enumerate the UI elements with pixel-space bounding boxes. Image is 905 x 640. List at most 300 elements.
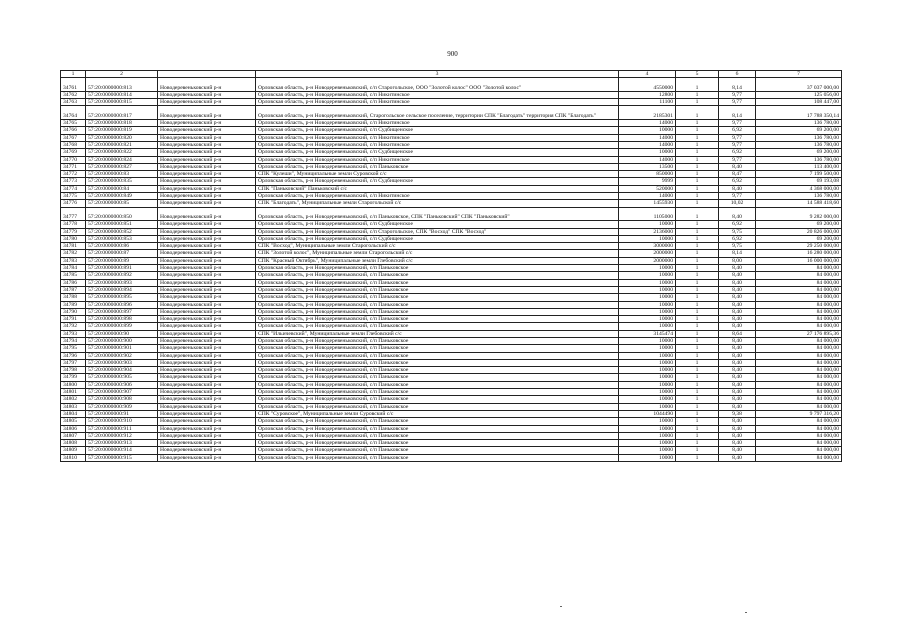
- address-cell: Орловская область, р-н Новодеревеньковский, с/п Паньковское: [256, 272, 619, 279]
- category-cell: 1: [676, 250, 719, 257]
- area-cell: 850000: [619, 171, 676, 178]
- cadastral-value-cell: 84 000,00: [756, 337, 842, 344]
- area-cell: 14000: [619, 156, 676, 163]
- cadastral-value-cell: 9 797 316,20: [756, 410, 842, 417]
- category-cell: 1: [676, 228, 719, 235]
- cadastral-value-cell: 7 199 500,00: [756, 171, 842, 178]
- cadastral-value-cell: 4 368 000,00: [756, 185, 842, 192]
- row-number-cell: 34792: [61, 323, 86, 330]
- cadastral-number-cell: 57:20:0000000:822: [86, 149, 158, 156]
- address-cell: Орловская область, р-н Новодеревеньковский, с/п Паньковское: [256, 374, 619, 381]
- area-cell: 9999: [619, 178, 676, 185]
- category-cell: 1: [676, 106, 719, 120]
- area-cell: 14000: [619, 134, 676, 141]
- district-cell: Новодеревеньковский р-н: [158, 265, 256, 272]
- cadastral-number-cell: 57:20:0000000:911: [86, 425, 158, 432]
- coefficient-cell: 9,77: [719, 156, 756, 163]
- district-cell: Новодеревеньковский р-н: [158, 185, 256, 192]
- table-row: [61, 381, 842, 388]
- table-row: [61, 250, 842, 257]
- cadastral-number-cell: 57:20:0000000:898: [86, 316, 158, 323]
- category-cell: 1: [676, 367, 719, 374]
- coefficient-cell: 9,77: [719, 193, 756, 200]
- table-row: [61, 120, 842, 127]
- category-cell: 1: [676, 389, 719, 396]
- cadastral-value-cell: 136 780,00: [756, 134, 842, 141]
- cadastral-number-cell: 57:20:0000000:835: [86, 178, 158, 185]
- row-number-cell: 34770: [61, 156, 86, 163]
- coefficient-cell: 9,77: [719, 120, 756, 127]
- page-number: 900: [447, 50, 458, 58]
- coefficient-cell: 8,40: [719, 367, 756, 374]
- table-row: [61, 316, 842, 323]
- row-number-cell: 34786: [61, 279, 86, 286]
- table-row: [61, 127, 842, 134]
- cadastral-value-cell: 108 447,00: [756, 99, 842, 106]
- coefficient-cell: 9,77: [719, 91, 756, 98]
- district-cell: Новодеревеньковский р-н: [158, 389, 256, 396]
- table-row: [61, 78, 842, 92]
- address-cell: Орловская область, р-н Новодеревеньковский, с/п Судбищенское: [256, 127, 619, 134]
- district-cell: Новодеревеньковский р-н: [158, 425, 256, 432]
- coefficient-cell: 6,92: [719, 127, 756, 134]
- table-row: [61, 171, 842, 178]
- category-cell: 1: [676, 171, 719, 178]
- header-cell-2: 2: [86, 71, 158, 78]
- area-cell: 10000: [619, 425, 676, 432]
- area-cell: 10000: [619, 352, 676, 359]
- row-number-cell: 34795: [61, 345, 86, 352]
- table-row: [61, 149, 842, 156]
- cadastral-number-cell: 57:20:0000000:895: [86, 294, 158, 301]
- coefficient-cell: 8,40: [719, 389, 756, 396]
- table-row: [61, 352, 842, 359]
- cadastral-value-cell: 20 826 000,00: [756, 228, 842, 235]
- coefficient-cell: 8,40: [719, 316, 756, 323]
- address-cell: Орловская область, р-н Новодеревеньковский, с/п Никитинское: [256, 156, 619, 163]
- row-number-cell: 34799: [61, 374, 86, 381]
- category-cell: 1: [676, 149, 719, 156]
- row-number-cell: 34805: [61, 418, 86, 425]
- category-cell: 1: [676, 286, 719, 293]
- row-number-cell: 34807: [61, 432, 86, 439]
- address-cell: Орловская область, р-н Новодеревеньковский, с/п Паньковское: [256, 389, 619, 396]
- row-number-cell: 34781: [61, 243, 86, 250]
- cadastral-value-cell: 136 780,00: [756, 141, 842, 148]
- coefficient-cell: 8,40: [719, 207, 756, 221]
- district-cell: Новодеревеньковский р-н: [158, 91, 256, 98]
- cadastral-value-cell: 69 200,00: [756, 235, 842, 242]
- cadastral-value-cell: 84 000,00: [756, 308, 842, 315]
- address-cell: Орловская область, р-н Новодеревеньковский, с/п Никитинское: [256, 134, 619, 141]
- district-cell: Новодеревеньковский р-н: [158, 134, 256, 141]
- row-number-cell: 34793: [61, 330, 86, 337]
- row-number-cell: 34769: [61, 149, 86, 156]
- district-cell: Новодеревеньковский р-н: [158, 454, 256, 461]
- address-cell: Орловская область, р-н Новодеревеньковский, с/п Паньковское: [256, 294, 619, 301]
- table-row: [61, 265, 842, 272]
- row-number-cell: 34775: [61, 193, 86, 200]
- cadastral-number-cell: 57:20:0000000:906: [86, 381, 158, 388]
- row-number-cell: 34776: [61, 200, 86, 207]
- area-cell: 10000: [619, 367, 676, 374]
- district-cell: Новодеревеньковский р-н: [158, 432, 256, 439]
- row-number-cell: 34803: [61, 403, 86, 410]
- address-cell: Орловская область, р-н Новодеревеньковский, с/п Старогольское, ООО "Золотой колос" ООО "Золотой колос": [256, 78, 619, 92]
- address-cell: Орловская область, р-н Новодеревеньковский, с/п Паньковское: [256, 279, 619, 286]
- district-cell: Новодеревеньковский р-н: [158, 352, 256, 359]
- coefficient-cell: 8,40: [719, 425, 756, 432]
- address-cell: СПК "Суровское", Муниципальные земли Суровский с/с: [256, 410, 619, 417]
- district-cell: Новодеревеньковский р-н: [158, 178, 256, 185]
- coefficient-cell: 8,40: [719, 432, 756, 439]
- area-cell: 10000: [619, 447, 676, 454]
- area-cell: 2000000: [619, 250, 676, 257]
- address-cell: Орловская область, р-н Новодеревеньковский, с/п Паньковское: [256, 440, 619, 447]
- cadastral-value-cell: 69 200,00: [756, 221, 842, 228]
- row-number-cell: 34810: [61, 454, 86, 461]
- coefficient-cell: 6,92: [719, 178, 756, 185]
- coefficient-cell: 9,77: [719, 99, 756, 106]
- area-cell: 10000: [619, 279, 676, 286]
- area-cell: 10000: [619, 149, 676, 156]
- table-row: [61, 235, 842, 242]
- row-number-cell: 34771: [61, 163, 86, 170]
- area-cell: 10000: [619, 381, 676, 388]
- district-cell: Новодеревеньковский р-н: [158, 374, 256, 381]
- cadastral-number-cell: 57:20:0000000:893: [86, 279, 158, 286]
- category-cell: 1: [676, 396, 719, 403]
- table-body: [61, 78, 842, 462]
- row-number-cell: 34804: [61, 410, 86, 417]
- table-row: [61, 91, 842, 98]
- address-cell: Орловская область, р-н Новодеревеньковский, с/п Паньковское: [256, 367, 619, 374]
- coefficient-cell: 8,40: [719, 359, 756, 366]
- address-cell: Орловская область, р-н Новодеревеньковский, с/п Паньковское: [256, 403, 619, 410]
- table-row: [61, 178, 842, 185]
- coefficient-cell: 10,02: [719, 200, 756, 207]
- cadastral-number-cell: 57:20:0000000:905: [86, 374, 158, 381]
- district-cell: Новодеревеньковский р-н: [158, 418, 256, 425]
- table-row: [61, 185, 842, 192]
- cadastral-value-cell: 14 588 418,60: [756, 200, 842, 207]
- district-cell: Новодеревеньковский р-н: [158, 381, 256, 388]
- category-cell: 1: [676, 352, 719, 359]
- row-number-cell: 34796: [61, 352, 86, 359]
- coefficient-cell: 8,40: [719, 345, 756, 352]
- district-cell: Новодеревеньковский р-н: [158, 250, 256, 257]
- cadastral-value-cell: 125 056,00: [756, 91, 842, 98]
- header-cell-dist: [158, 71, 256, 78]
- coefficient-cell: 8,40: [719, 396, 756, 403]
- table-row: [61, 134, 842, 141]
- area-cell: 10000: [619, 396, 676, 403]
- category-cell: 1: [676, 120, 719, 127]
- district-cell: Новодеревеньковский р-н: [158, 410, 256, 417]
- district-cell: Новодеревеньковский р-н: [158, 193, 256, 200]
- coefficient-cell: 6,92: [719, 221, 756, 228]
- category-cell: 1: [676, 410, 719, 417]
- cadastral-number-cell: 57:20:0000000:814: [86, 91, 158, 98]
- row-number-cell: 34762: [61, 91, 86, 98]
- district-cell: Новодеревеньковский р-н: [158, 323, 256, 330]
- area-cell: 10000: [619, 127, 676, 134]
- cadastral-number-cell: 57:20:0000000:912: [86, 432, 158, 439]
- cadastral-number-cell: 57:20:0000000:910: [86, 418, 158, 425]
- row-number-cell: 34774: [61, 185, 86, 192]
- district-cell: Новодеревеньковский р-н: [158, 330, 256, 337]
- cadastral-value-cell: 84 000,00: [756, 418, 842, 425]
- address-cell: Орловская область, р-н Новодеревеньковский, с/п Старогольское, СПК "Восход" СПК "Восход": [256, 228, 619, 235]
- table-row: [61, 323, 842, 330]
- cadastral-number-cell: 57:20:0000000:827: [86, 163, 158, 170]
- cadastral-number-cell: 57:20:0000000:86: [86, 243, 158, 250]
- table-row: [61, 330, 842, 337]
- area-cell: 3000000: [619, 243, 676, 250]
- area-cell: 10000: [619, 235, 676, 242]
- table-row: [61, 345, 842, 352]
- category-cell: 1: [676, 425, 719, 432]
- header-cell-7: 7: [756, 71, 842, 78]
- category-cell: 1: [676, 301, 719, 308]
- area-cell: 1455930: [619, 200, 676, 207]
- area-cell: 2000000: [619, 257, 676, 264]
- table-row: [61, 141, 842, 148]
- row-number-cell: 34791: [61, 316, 86, 323]
- row-number-cell: 34802: [61, 396, 86, 403]
- cadastral-value-cell: 84 000,00: [756, 345, 842, 352]
- coefficient-cell: 6,92: [719, 235, 756, 242]
- coefficient-cell: 8,40: [719, 447, 756, 454]
- row-number-cell: 34761: [61, 78, 86, 92]
- area-cell: 10000: [619, 432, 676, 439]
- table-row: [61, 396, 842, 403]
- row-number-cell: 34800: [61, 381, 86, 388]
- cadastral-value-cell: 84 000,00: [756, 447, 842, 454]
- address-cell: Орловская область, р-н Новодеревеньковский, с/п Никитинское: [256, 99, 619, 106]
- cadastral-value-cell: 84 000,00: [756, 294, 842, 301]
- district-cell: Новодеревеньковский р-н: [158, 316, 256, 323]
- district-cell: Новодеревеньковский р-н: [158, 286, 256, 293]
- scan-speck: [745, 612, 747, 613]
- coefficient-cell: 9,75: [719, 243, 756, 250]
- area-cell: 2136000: [619, 228, 676, 235]
- cadastral-number-cell: 57:20:0000000:903: [86, 359, 158, 366]
- row-number-cell: 34763: [61, 99, 86, 106]
- area-cell: 13500: [619, 163, 676, 170]
- table-row: [61, 425, 842, 432]
- header-cell-6: 6: [719, 71, 756, 78]
- district-cell: Новодеревеньковский р-н: [158, 200, 256, 207]
- area-cell: 10000: [619, 308, 676, 315]
- category-cell: 1: [676, 279, 719, 286]
- district-cell: Новодеревеньковский р-н: [158, 243, 256, 250]
- cadastral-number-cell: 57:20:0000000:849: [86, 193, 158, 200]
- area-cell: 14000: [619, 193, 676, 200]
- coefficient-cell: 8,40: [719, 286, 756, 293]
- address-cell: Орловская область, р-н Новодеревеньковский, с/п Паньковское: [256, 447, 619, 454]
- district-cell: Новодеревеньковский р-н: [158, 141, 256, 148]
- cadastral-value-cell: 69 193,08: [756, 178, 842, 185]
- cadastral-number-cell: 57:20:0000000:89: [86, 257, 158, 264]
- row-number-cell: 34808: [61, 440, 86, 447]
- table-row: [61, 99, 842, 106]
- coefficient-cell: 8,14: [719, 250, 756, 257]
- coefficient-cell: 8,40: [719, 337, 756, 344]
- row-number-cell: 34767: [61, 134, 86, 141]
- coefficient-cell: 9,77: [719, 134, 756, 141]
- cadastral-value-cell: 16 000 000,00: [756, 257, 842, 264]
- cadastral-number-cell: 57:20:0000000:904: [86, 367, 158, 374]
- district-cell: Новодеревеньковский р-н: [158, 235, 256, 242]
- cadastral-value-cell: 84 000,00: [756, 374, 842, 381]
- address-cell: Орловская область, р-н Новодеревеньковский, с/п Никитинское: [256, 141, 619, 148]
- cadastral-number-cell: 57:20:0000000:851: [86, 221, 158, 228]
- row-number-cell: 34806: [61, 425, 86, 432]
- row-number-cell: 34784: [61, 265, 86, 272]
- cadastral-number-cell: 57:20:0000000:902: [86, 352, 158, 359]
- row-number-cell: 34783: [61, 257, 86, 264]
- cadastral-number-cell: 57:20:0000000:821: [86, 141, 158, 148]
- table-row: [61, 106, 842, 120]
- cadastral-number-cell: 57:20:0000000:914: [86, 447, 158, 454]
- coefficient-cell: 8,40: [719, 374, 756, 381]
- table-row: [61, 257, 842, 264]
- coefficient-cell: 8,40: [719, 163, 756, 170]
- cadastral-number-cell: 57:20:0000000:915: [86, 454, 158, 461]
- table-row: [61, 440, 842, 447]
- district-cell: Новодеревеньковский р-н: [158, 228, 256, 235]
- cadastral-value-cell: 84 000,00: [756, 440, 842, 447]
- cadastral-value-cell: 113 400,00: [756, 163, 842, 170]
- header-cell-5: 5: [676, 71, 719, 78]
- address-cell: СПК "Паньковский" Паньковский с/с: [256, 185, 619, 192]
- address-cell: Орловская область, р-н Новодеревеньковский, с/п Паньковское, СПК "Паньковский" СПК "Паньковский": [256, 207, 619, 221]
- row-number-cell: 34785: [61, 272, 86, 279]
- address-cell: Орловская область, р-н Новодеревеньковский, с/п Паньковское: [256, 359, 619, 366]
- category-cell: 1: [676, 257, 719, 264]
- category-cell: 1: [676, 193, 719, 200]
- area-cell: 12800: [619, 91, 676, 98]
- table-row: [61, 193, 842, 200]
- table-row: [61, 359, 842, 366]
- coefficient-cell: 9,75: [719, 228, 756, 235]
- address-cell: Орловская область, р-н Новодеревеньковский, с/п Паньковское: [256, 345, 619, 352]
- cadastral-number-cell: 57:20:0000000:900: [86, 337, 158, 344]
- cadastral-value-cell: 136 780,00: [756, 120, 842, 127]
- category-cell: 1: [676, 265, 719, 272]
- district-cell: Новодеревеньковский р-н: [158, 221, 256, 228]
- area-cell: 10000: [619, 389, 676, 396]
- coefficient-cell: 8,40: [719, 272, 756, 279]
- cadastral-value-cell: 84 000,00: [756, 265, 842, 272]
- address-cell: Орловская область, р-н Новодеревеньковский, с/п Паньковское: [256, 337, 619, 344]
- address-cell: Орловская область, р-н Новодеревеньковский, с/п Паньковское: [256, 163, 619, 170]
- coefficient-cell: 8,40: [719, 279, 756, 286]
- row-number-cell: 34797: [61, 359, 86, 366]
- row-number-cell: 34780: [61, 235, 86, 242]
- category-cell: 1: [676, 308, 719, 315]
- cadastral-number-cell: 57:20:0000000:891: [86, 265, 158, 272]
- district-cell: Новодеревеньковский р-н: [158, 447, 256, 454]
- district-cell: Новодеревеньковский р-н: [158, 345, 256, 352]
- row-number-cell: 34794: [61, 337, 86, 344]
- cadastral-number-cell: 57:20:0000000:852: [86, 228, 158, 235]
- address-cell: Орловская область, р-н Новодеревеньковский, с/п Паньковское: [256, 396, 619, 403]
- address-cell: Орловская область, р-н Новодеревеньковский, с/п Паньковское: [256, 308, 619, 315]
- cadastral-number-cell: 57:20:0000000:824: [86, 156, 158, 163]
- district-cell: Новодеревеньковский р-н: [158, 163, 256, 170]
- area-cell: 520000: [619, 185, 676, 192]
- table-header: [61, 71, 842, 78]
- category-cell: 1: [676, 141, 719, 148]
- category-cell: 1: [676, 440, 719, 447]
- category-cell: 1: [676, 134, 719, 141]
- table-row: [61, 207, 842, 221]
- cadastral-value-cell: 84 000,00: [756, 301, 842, 308]
- table-row: [61, 294, 842, 301]
- category-cell: 1: [676, 323, 719, 330]
- cadastral-value-cell: 84 000,00: [756, 381, 842, 388]
- area-cell: 10000: [619, 403, 676, 410]
- row-number-cell: 34779: [61, 228, 86, 235]
- coefficient-cell: 8,40: [719, 323, 756, 330]
- row-number-cell: 34798: [61, 367, 86, 374]
- cadastral-number-cell: 57:20:0000000:907: [86, 389, 158, 396]
- category-cell: 1: [676, 345, 719, 352]
- category-cell: 1: [676, 178, 719, 185]
- category-cell: 1: [676, 221, 719, 228]
- cadastral-value-cell: 84 000,00: [756, 396, 842, 403]
- header-cell-3: 3: [256, 71, 619, 78]
- coefficient-cell: 8,40: [719, 403, 756, 410]
- address-cell: Орловская область, р-н Новодеревеньковский, с/п Судбищенское: [256, 178, 619, 185]
- district-cell: Новодеревеньковский р-н: [158, 396, 256, 403]
- address-cell: СПК "Золотой колос", Муниципальные земли Старогольский с/с: [256, 250, 619, 257]
- address-cell: Орловская область, р-н Новодеревеньковский, с/п Никитинское: [256, 193, 619, 200]
- cadastral-value-cell: 16 280 000,00: [756, 250, 842, 257]
- coefficient-cell: 8,14: [719, 106, 756, 120]
- category-cell: 1: [676, 156, 719, 163]
- area-cell: 10000: [619, 440, 676, 447]
- address-cell: Орловская область, р-н Новодеревеньковский, с/п Паньковское: [256, 381, 619, 388]
- district-cell: Новодеревеньковский р-н: [158, 301, 256, 308]
- address-cell: СПК "Восход", Муниципальные земли Старогольский с/с: [256, 243, 619, 250]
- header-cell-4: 4: [619, 71, 676, 78]
- address-cell: Орловская область, р-н Новодеревеньковский, с/п Паньковское: [256, 301, 619, 308]
- area-cell: 10000: [619, 418, 676, 425]
- category-cell: 1: [676, 454, 719, 461]
- cadastral-value-cell: 84 000,00: [756, 323, 842, 330]
- cadastral-value-cell: 136 780,00: [756, 193, 842, 200]
- area-cell: 10000: [619, 337, 676, 344]
- area-cell: 10000: [619, 374, 676, 381]
- row-number-cell: 34778: [61, 221, 86, 228]
- area-cell: 10000: [619, 272, 676, 279]
- area-cell: 10000: [619, 454, 676, 461]
- area-cell: 10000: [619, 316, 676, 323]
- row-number-cell: 34765: [61, 120, 86, 127]
- table-row: [61, 308, 842, 315]
- coefficient-cell: 8,14: [719, 78, 756, 92]
- coefficient-cell: 9,38: [719, 410, 756, 417]
- coefficient-cell: 8,40: [719, 294, 756, 301]
- district-cell: Новодеревеньковский р-н: [158, 106, 256, 120]
- address-cell: Орловская область, р-н Новодеревеньковский, с/п Паньковское: [256, 352, 619, 359]
- table-row: [61, 243, 842, 250]
- table-row: [61, 374, 842, 381]
- cadastral-number-cell: 57:20:0000000:897: [86, 308, 158, 315]
